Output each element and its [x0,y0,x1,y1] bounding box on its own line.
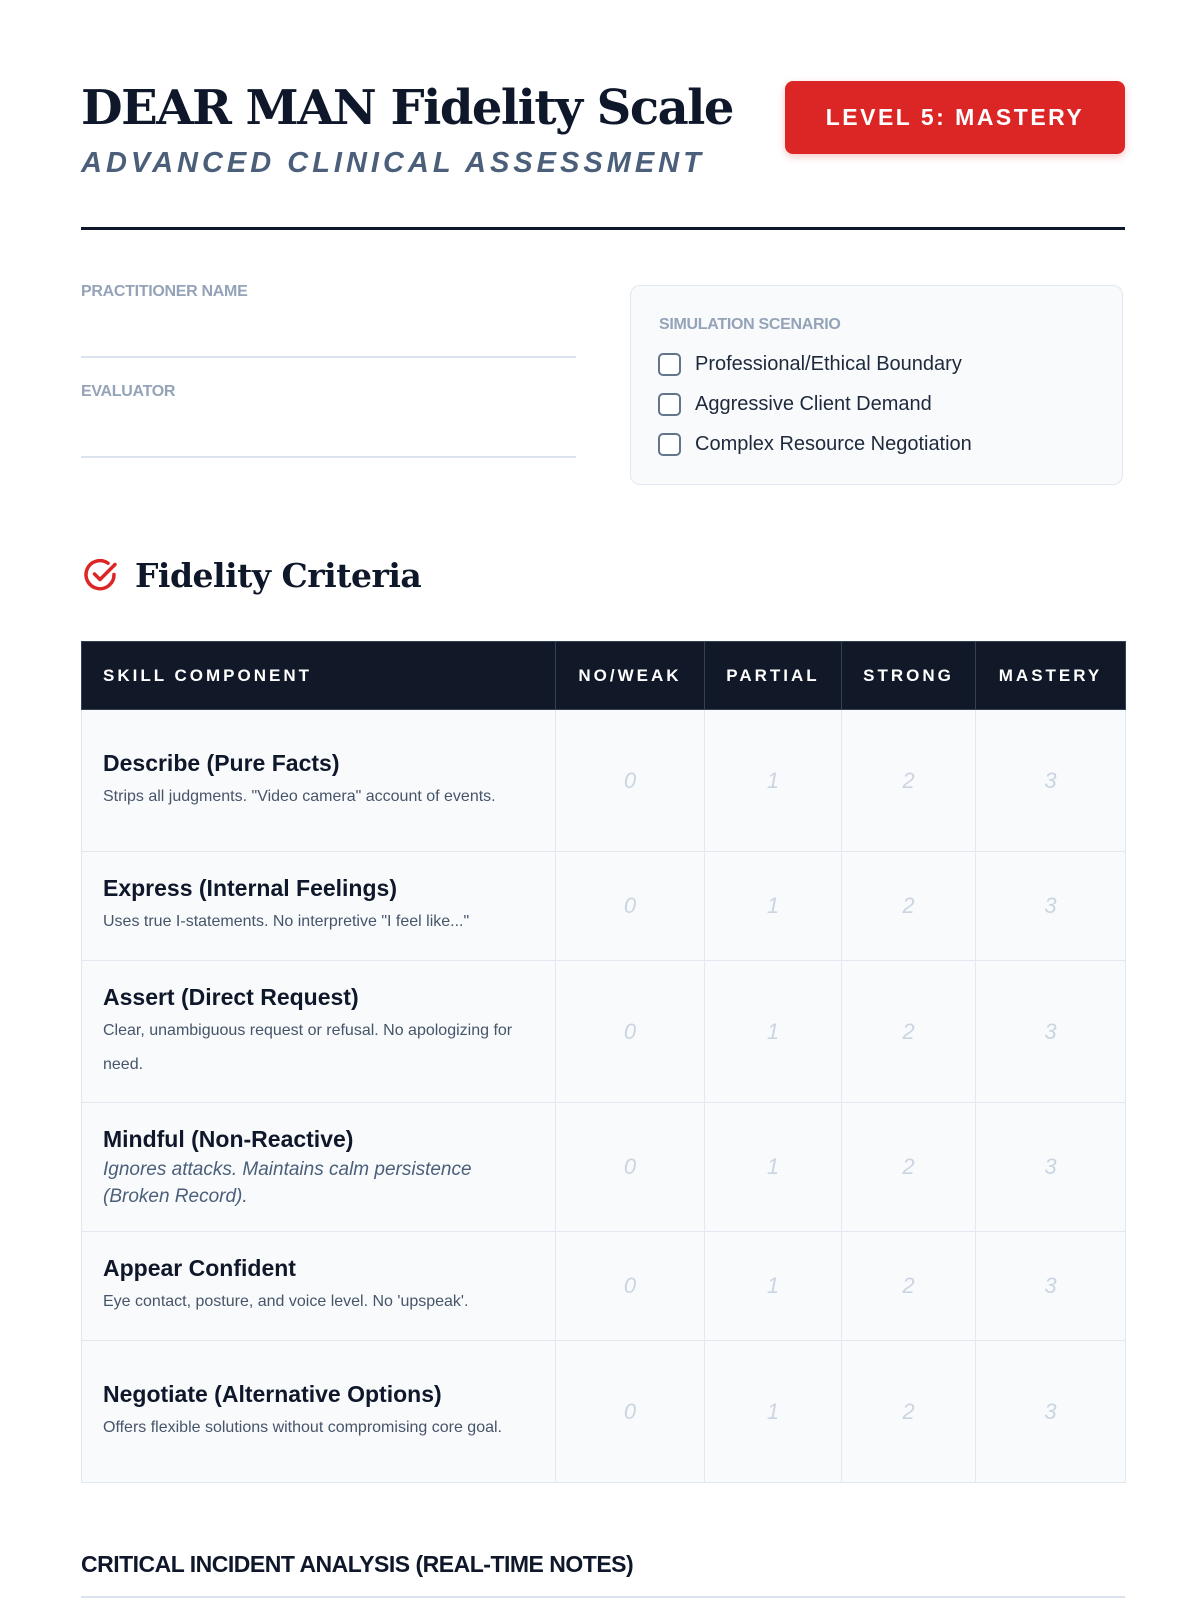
section-title: Fidelity Criteria [135,555,422,595]
score-option[interactable]: 1 [705,1103,842,1232]
score-option[interactable]: 3 [976,961,1126,1103]
score-option[interactable]: 2 [842,961,976,1103]
scenario-option-professional-ethical[interactable] [658,350,962,378]
score-option[interactable]: 0 [556,961,705,1103]
score-option[interactable]: 0 [556,1103,705,1232]
score-option[interactable]: 3 [976,1341,1126,1483]
score-option[interactable]: 3 [976,710,1126,852]
skill-name: Assert (Direct Request) [103,983,359,1010]
scenario-option-resource-negotiation[interactable] [658,430,972,458]
skill-cell [82,1341,556,1483]
table-row [82,1232,1126,1341]
check-circle-icon [81,555,121,595]
score-option[interactable]: 2 [842,1341,976,1483]
score-option[interactable]: 1 [705,961,842,1103]
column-header: MASTERY [976,642,1126,710]
skill-description: Strips all judgments. "Video camera" account of events. [103,787,496,805]
score-option[interactable]: 2 [842,852,976,961]
page-subtitle: ADVANCED CLINICAL ASSESSMENT [81,147,705,179]
fidelity-criteria-table [81,641,1126,1483]
score-option[interactable]: 1 [705,1341,842,1483]
scenario-option-label: Aggressive Client Demand [695,392,932,415]
level-badge: LEVEL 5: MASTERY [785,81,1125,154]
score-option[interactable]: 3 [976,1232,1126,1341]
score-option[interactable]: 1 [705,852,842,961]
scenario-option-label: Professional/Ethical Boundary [695,352,962,375]
score-option[interactable]: 0 [556,852,705,961]
column-header: NO/WEAK [556,642,705,710]
skill-description: Uses true I-statements. No interpretive "I feel like..." [103,913,470,930]
checkbox[interactable] [658,393,681,416]
score-option[interactable]: 0 [556,1341,705,1483]
column-header: STRONG [842,642,976,710]
table-row [82,1341,1126,1483]
skill-cell [82,961,556,1103]
skill-cell [82,1232,556,1341]
header-divider [81,227,1125,230]
table-row [82,710,1126,852]
critical-incident-heading: CRITICAL INCIDENT ANALYSIS (REAL-TIME NOTES) [81,1551,634,1577]
evaluator-field[interactable] [81,456,576,458]
score-option[interactable]: 0 [556,1232,705,1341]
simulation-scenario-box [630,285,1123,485]
skill-cell [82,1103,556,1232]
checkbox[interactable] [658,433,681,456]
page-title: DEAR MAN Fidelity Scale [81,80,733,136]
column-header: SKILL COMPONENT [82,642,556,710]
skill-name: Mindful (Non-Reactive) [103,1126,354,1152]
skill-name: Describe (Pure Facts) [103,749,340,776]
score-option[interactable]: 1 [705,1232,842,1341]
table-row [82,852,1126,961]
checkbox[interactable] [658,353,681,376]
simulation-scenario-label: SIMULATION SCENARIO [659,316,841,333]
skill-name: Appear Confident [103,1255,296,1281]
table-row [82,961,1126,1103]
scenario-option-aggressive-client[interactable] [658,390,932,418]
score-option[interactable]: 2 [842,1103,976,1232]
skill-name: Express (Internal Feelings) [103,875,397,901]
score-option[interactable]: 2 [842,1232,976,1341]
incident-notes-field[interactable] [81,1596,1125,1598]
table-row [82,1103,1126,1232]
skill-cell [82,710,556,852]
scenario-option-label: Complex Resource Negotiation [695,432,972,455]
skill-cell [82,852,556,961]
score-option[interactable]: 2 [842,710,976,852]
practitioner-name-field[interactable] [81,356,576,358]
score-option[interactable]: 1 [705,710,842,852]
score-option[interactable]: 3 [976,852,1126,961]
skill-description: Eye contact, posture, and voice level. No 'upspeak'. [103,1293,469,1310]
score-option[interactable]: 0 [556,710,705,852]
table-header-row [82,642,1126,710]
skill-description: Offers flexible solutions without compromising core goal. [103,1418,502,1436]
score-option[interactable]: 3 [976,1103,1126,1232]
evaluator-label: EVALUATOR [81,383,176,400]
skill-description: Ignores attacks. Maintains calm persistence (Broken Record). [103,1159,472,1207]
skill-name: Negotiate (Alternative Options) [103,1380,442,1407]
practitioner-name-label: PRACTITIONER NAME [81,283,248,300]
skill-description: Clear, unambiguous request or refusal. No apologizing for need. [103,1021,513,1073]
fidelity-criteria-heading [81,555,421,595]
column-header: PARTIAL [705,642,842,710]
